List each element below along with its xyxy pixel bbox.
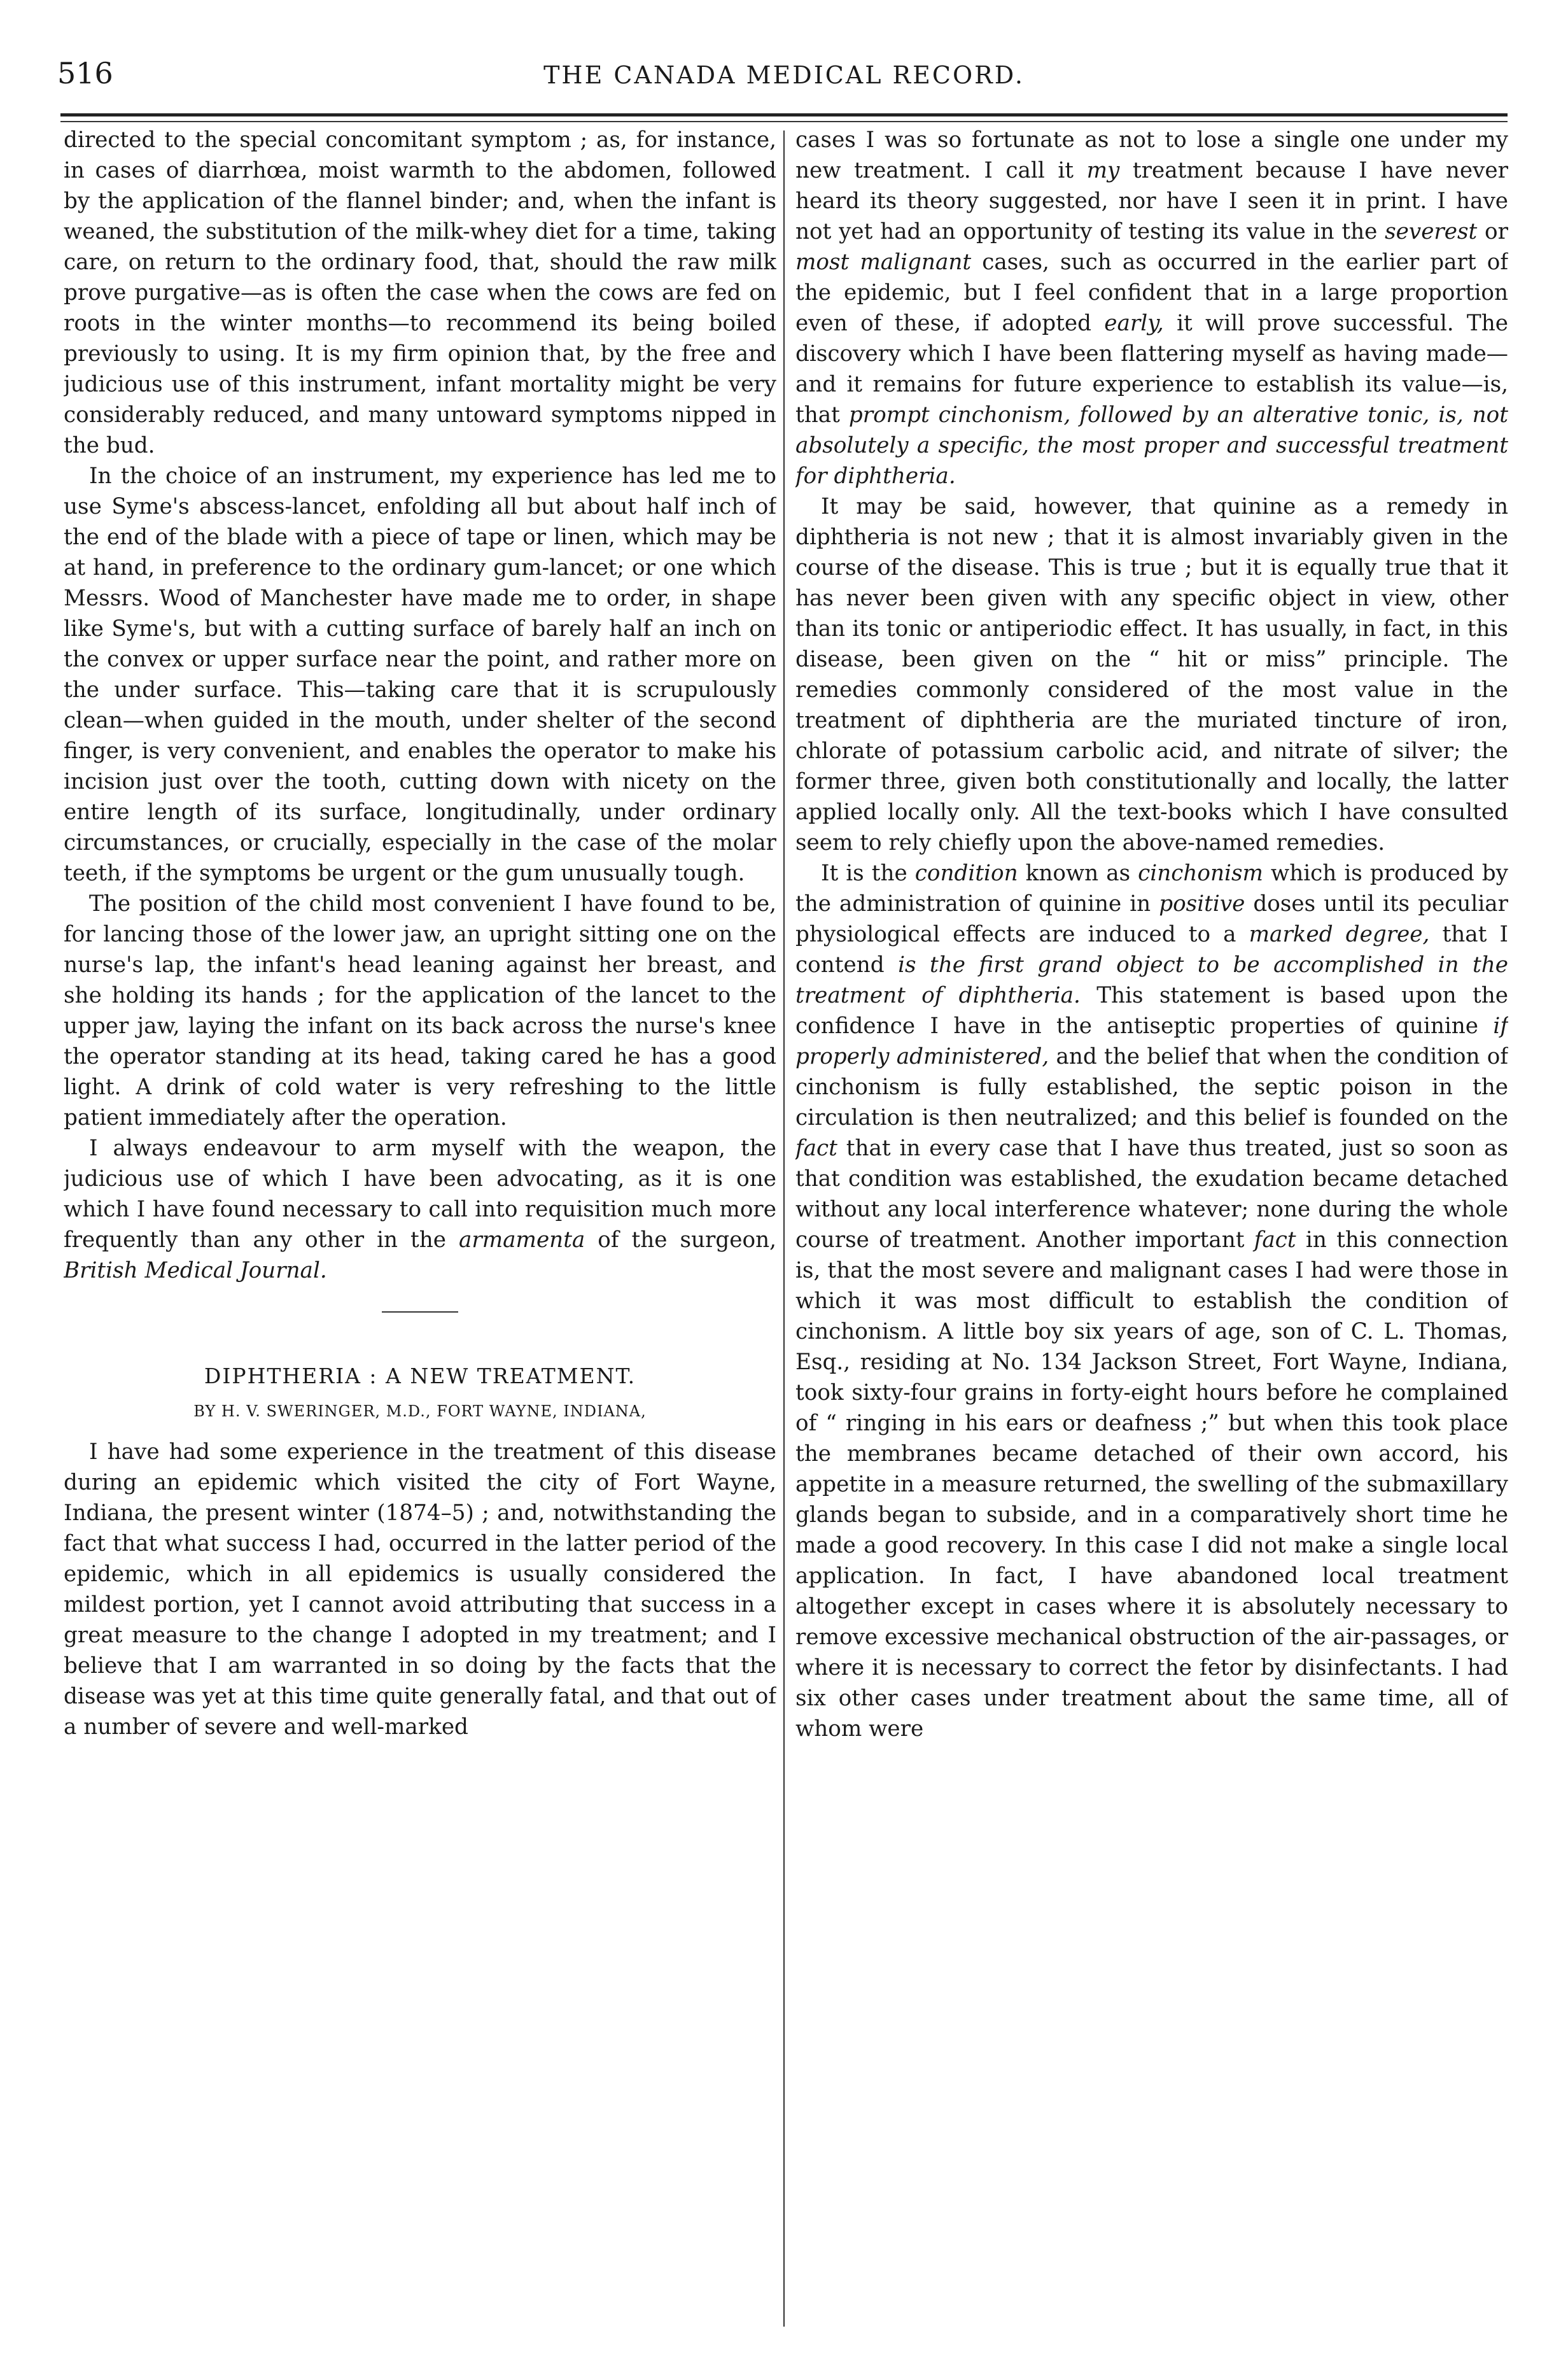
italic-text: severest xyxy=(1385,219,1478,244)
paragraph: I have had some experience in the treatment of this disease during an epidemic which visited the city of Fort Wayne, Indiana, the present winter (1874–5) ; and, notwithstanding the fact that what success I had, occurred in the latter period of the epidemic, which in all epidemics is usually considered the mildest portion, yet I cannot avoid attributing that success in a great measure to the change I adopted in my treatment; and I believe that I am warranted in so doing by the facts that the disease was yet at this time quite generally fatal, and that out of a number of severe and well-marked xyxy=(64,1439,776,1740)
page-number: 516 xyxy=(57,56,113,90)
header-rule-thin xyxy=(60,121,1508,122)
paragraph: directed to the special concomitant symptom ; as, for instance, in cases of diarrhœa, moist warmth to the abdomen, followed by the application of the flannel binder; and, when the infant is weaned, the substitution of the milk-whey diet for a time, taking care, on return to the ordinary food, that, should the raw milk prove purgative—as is often the case when the cows are fed on roots in the winter months—to recommend its being boiled previously to using. It is my firm opinion that, by the free and judicious use of this instrument, infant mortality might be very considerably reduced, and many untoward symptoms nipped in the bud. xyxy=(64,127,776,458)
running-head: THE CANADA MEDICAL RECORD. xyxy=(543,61,1025,89)
text-run: which is produced by the administration of quinine in xyxy=(795,861,1508,917)
italic-text: my xyxy=(1086,158,1120,183)
paragraph: In the choice of an instrument, my experience has led me to use Syme's abscess-lancet, enfolding all but about half inch of the end of the blade with a piece of tape or linen, which may be at hand, in preference to the ordinary gum-lancet; or one which Messrs. Wood of Manchester have made me to order, in shape like Syme's, but with a cutting surface of barely half an inch on the convex or upper surface near the point, and rather more on the under surface. This—taking care that it is scrupulously clean—when guided in the mouth, under shelter of the second finger, is very convenient, and enables the operator to make his incision just over the tooth, cutting down with nicety on the entire length of its surface, longitudinally, under ordinary circumstances, or crucially, especially in the case of the molar teeth, if the symptoms be urgent or the gum unusually tough. xyxy=(64,463,776,886)
italic-text: condition xyxy=(914,861,1018,886)
text-run: I always endeavour to arm myself with the weapon, the judicious use of which I have been advocating, as it is one which I have found necessary to call into requisition much more frequently than any other in the xyxy=(64,1136,776,1253)
text-run: cases, such as occurred in the earlier part of the epidemic, but I feel confident that in a large proportion even of these, if adopted xyxy=(795,250,1508,336)
text-run: it will prove successful. The discovery which I have been flattering myself as having made—and it remains for future experience to establish its value—is, that xyxy=(795,311,1508,428)
text-run: cases I was so fortunate as not to lose a single one under my new treatment. I call it xyxy=(795,127,1508,183)
text-run: of the surgeon, xyxy=(585,1227,776,1253)
right-column xyxy=(795,125,1508,2353)
article-title: DIPHTHERIA : A NEW TREATMENT. xyxy=(204,1364,636,1388)
paragraph: It may be said, however, that quinine as a remedy in diphtheria is not new ; that it is almost invariably given in the course of the disease. This is true ; but it is equally true that it has never been given with any specific object in view, other than its tonic or antiperiodic effect. It has usually, in fact, in this disease, been given on the “ hit or miss” principle. The remedies commonly considered of the most value in the treatment of diphtheria are the muriated tincture of iron, chlorate of potassium carbolic acid, and nitrate of silver; the former three, given both constitutionally and locally, the latter applied locally only. All the text-books which I have consulted seem to rely chiefly upon the above-named remedies. xyxy=(795,494,1508,856)
column-divider xyxy=(783,130,785,2327)
text-run: doses until its peculiar physiological effects are induced to a xyxy=(795,891,1508,947)
italic-text: most malignant xyxy=(795,250,972,275)
text-run: treatment because I have never heard its theory suggested, nor have I seen it in print. I have not yet had an opportunity of testing its value in the xyxy=(795,158,1508,244)
italic-text: British Medical Journal. xyxy=(64,1258,327,1283)
text-run: This statement is based upon the confidence I have in the antiseptic properties of quinine xyxy=(795,983,1508,1039)
article-byline: BY H. V. SWERINGER, M.D., FORT WAYNE, INDIANA, xyxy=(193,1402,647,1420)
text-run: that I contend xyxy=(795,922,1508,978)
text-run: and the belief that when the condition of cinchonism is fully established, the septic poison in the circulation is then neutralized; and this belief is founded on the xyxy=(795,1044,1508,1131)
paragraph: The position of the child most convenient I have found to be, for lancing those of the lower jaw, an upright sitting one on the nurse's lap, the infant's head leaning against her breast, and she holding its hands ; for the application of the lancet to the upper jaw, laying the infant on its back across the nurse's knee the operator standing at its head, taking cared he has a good light. A drink of cold water is very refreshing to the little patient immediately after the operation. xyxy=(64,891,776,1131)
header-rule-thick xyxy=(60,113,1508,116)
text-run: It is the xyxy=(821,861,915,886)
italic-text: early, xyxy=(1104,311,1164,336)
paragraph xyxy=(795,125,1508,491)
paragraph xyxy=(795,858,1508,1744)
italic-text: cinchonism xyxy=(1138,861,1263,886)
italic-text: prompt cinchonism, followed by an alterative tonic, is, not absolutely a specific, the most proper and successful treatment for diphtheria. xyxy=(795,402,1508,489)
italic-text: is the first grand object to be accomplished in the treatment of diphtheria. xyxy=(795,952,1508,1008)
text-run: known as xyxy=(1018,861,1138,886)
text-run: or xyxy=(1477,219,1508,244)
italic-text: armamenta xyxy=(459,1227,585,1253)
left-column xyxy=(64,125,776,2353)
italic-text: marked degree, xyxy=(1249,922,1430,947)
italic-text: if properly administered, xyxy=(795,1013,1508,1069)
italic-text: fact xyxy=(1254,1227,1296,1253)
paragraph xyxy=(64,1133,776,1286)
section-divider xyxy=(382,1311,458,1313)
text-run: that in every case that I have thus treated, just so soon as that condition was established, the exudation became detached without any local interference whatever; none during the whole course of treatment. Another important xyxy=(795,1136,1508,1253)
page-header xyxy=(57,45,1511,95)
italic-text: positive xyxy=(1159,891,1245,917)
italic-text: fact xyxy=(795,1136,837,1161)
text-run: in this connection is, that the most severe and malignant cases I had were those in which it was most difficult to establish the condition of cinchonism. A little boy six years of age, son of C. L. Thomas, Esq., residing at No. 134 Jackson Street, Fort Wayne, Indiana, took sixty-four grains in forty-eight hours before he complained of “ ringing in his ears or deafness ;” but when this took place the membranes became detached of their own accord, his appetite in a measure returned, the swelling of the submaxillary glands began to subside, and in a comparatively short time he made a good recovery. In this case I did not make a single local application. In fact, I have abandoned local treatment altogether except in cases where it is absolutely necessary to remove excessive mechanical obstruction of the air-passages, or where it is necessary to correct the fetor by disinfectants. I had six other cases under treatment about the same time, all of whom were xyxy=(795,1227,1508,1742)
